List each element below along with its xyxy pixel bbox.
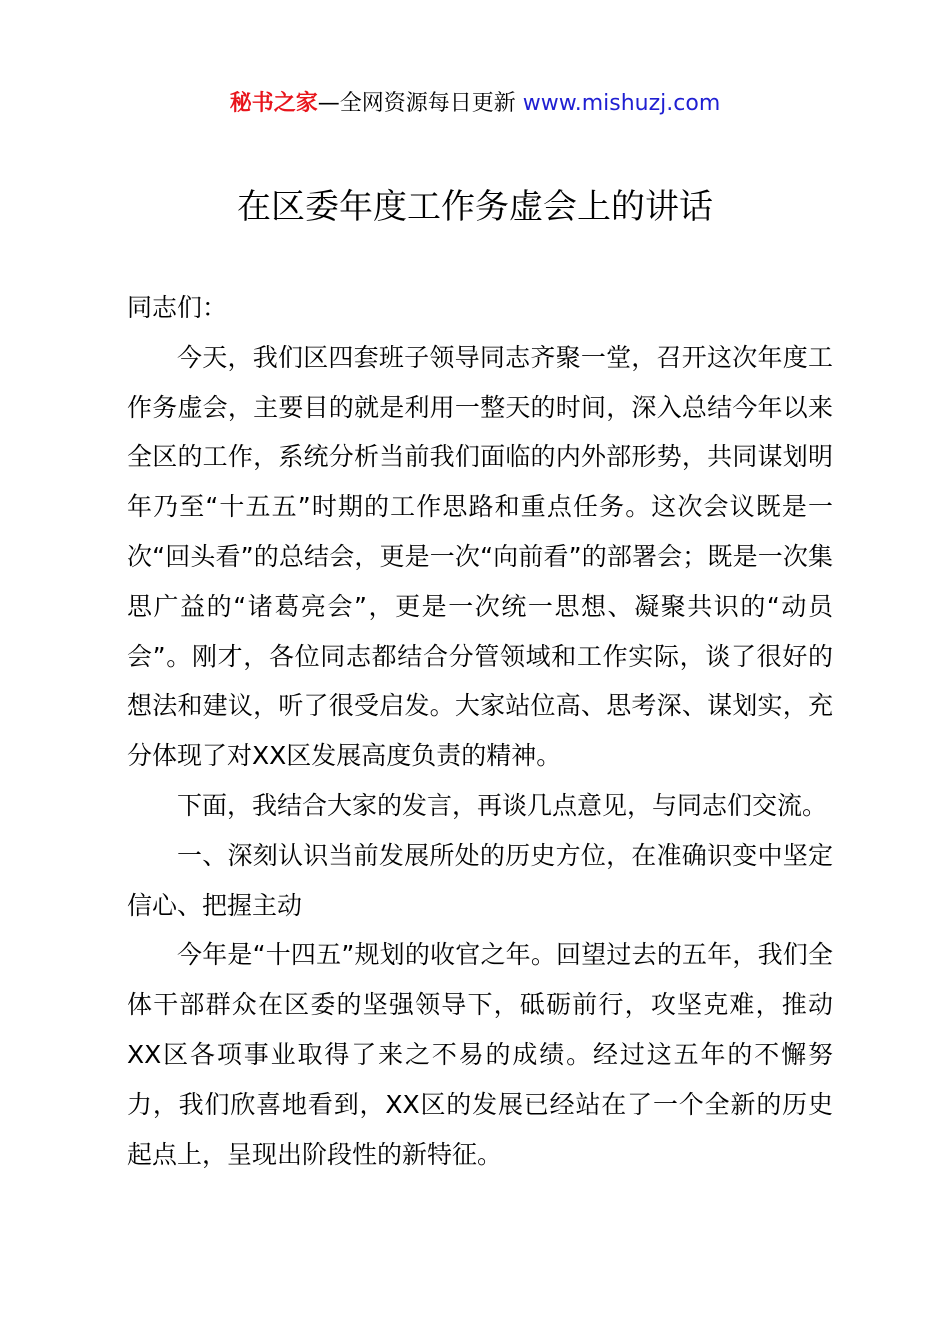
site-header: [0, 88, 950, 120]
paragraph-intro: 今天，我们区四套班子领导同志齐聚一堂，召开这次年度工作务虚会，主要目的就是利用一整天的时间，深入总结今年以来全区的工作，系统分析当前我们面临的内外部形势，共同谋划明年乃至“十五五”时期的工作思路和重点任务。这次会议既是一次“回头看”的总结会，更是一次“向前看”的部署会；既是一次集思广益的“诸葛亮会”，更是一次统一思想、凝聚共识的“动员会”。刚才，各位同志都结合分管领域和工作实际，谈了很好的想法和建议，听了很受启发。大家站位高、思考深、谋划实，充分体现了对XX区发展高度负责的精神。: [127, 342, 833, 771]
salutation: 同志们：: [127, 293, 228, 322]
site-url-link[interactable]: www.mishuzj.com: [522, 91, 721, 116]
section-paragraph: 今年是“十四五”规划的收官之年。回望过去的五年，我们全体干部群众在区委的坚强领导下，砥砺前行，攻坚克难，推动XX区各项事业取得了来之不易的成绩。经过这五年的不懈努力，我们欣喜地看到，XX区的发展已经站在了一个全新的历史起点上，呈现出阶段性的新特征。: [127, 940, 833, 1169]
document-title: 在区委年度工作务虚会上的讲话: [237, 187, 713, 227]
header-tagline: —全网资源每日更新: [317, 91, 523, 116]
document-body: [127, 283, 833, 1179]
brand-name: 秘书之家: [229, 91, 318, 116]
paragraph-transition: 下面，我结合大家的发言，再谈几点意见，与同志们交流。: [177, 790, 828, 820]
section-heading: 一、深刻认识当前发展所处的历史方位，在准确识变中坚定信心、把握主动: [127, 840, 833, 920]
